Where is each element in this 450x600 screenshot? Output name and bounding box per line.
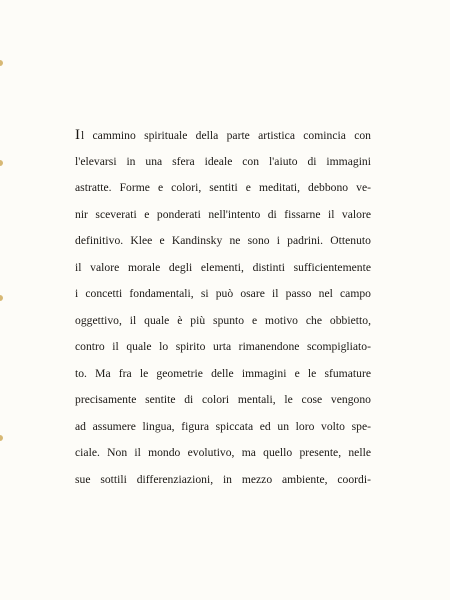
binding-mark <box>0 435 3 441</box>
text-line-content: l cammino spirituale della parte artistica comincia con <box>81 129 371 142</box>
text-line: contro il quale lo spirito urta rimanendone scompigliato- <box>75 340 371 353</box>
text-line: to. Ma fra le geometrie delle immagini e le sfumature <box>75 366 371 380</box>
text-line <box>75 122 371 149</box>
binding-mark <box>0 295 3 301</box>
binding-mark <box>0 60 3 66</box>
text-line: astratte. Forme e colori, sentiti e meditati, debbono ve- <box>75 181 371 194</box>
text-line: oggettivo, il quale è più spunto e motivo che obbietto, <box>75 313 371 327</box>
text-line: l'elevarsi in una sfera ideale con l'aiuto di immagini <box>75 154 371 168</box>
body-paragraph <box>75 122 371 493</box>
text-line: precisamente sentite di colori mentali, le cose vengono <box>75 393 371 406</box>
text-line: il valore morale degli elementi, distinti sufficientemente <box>75 260 371 274</box>
text-line: ciale. Non il mondo evolutivo, ma quello presente, nelle <box>75 446 371 459</box>
text-line: definitivo. Klee e Kandinsky ne sono i padrini. Ottenuto <box>75 234 371 247</box>
binding-mark <box>0 160 3 166</box>
text-line: ad assumere lingua, figura spiccata ed un loro volto spe- <box>75 419 371 433</box>
initial-letter: I <box>75 127 81 143</box>
text-line: nir sceverati e ponderati nell'intento di fissarne il valore <box>75 207 371 221</box>
text-line: sue sottili differenziazioni, in mezzo ambiente, coordi- <box>75 472 371 486</box>
text-line: i concetti fondamentali, si può osare il passo nel campo <box>75 287 371 300</box>
